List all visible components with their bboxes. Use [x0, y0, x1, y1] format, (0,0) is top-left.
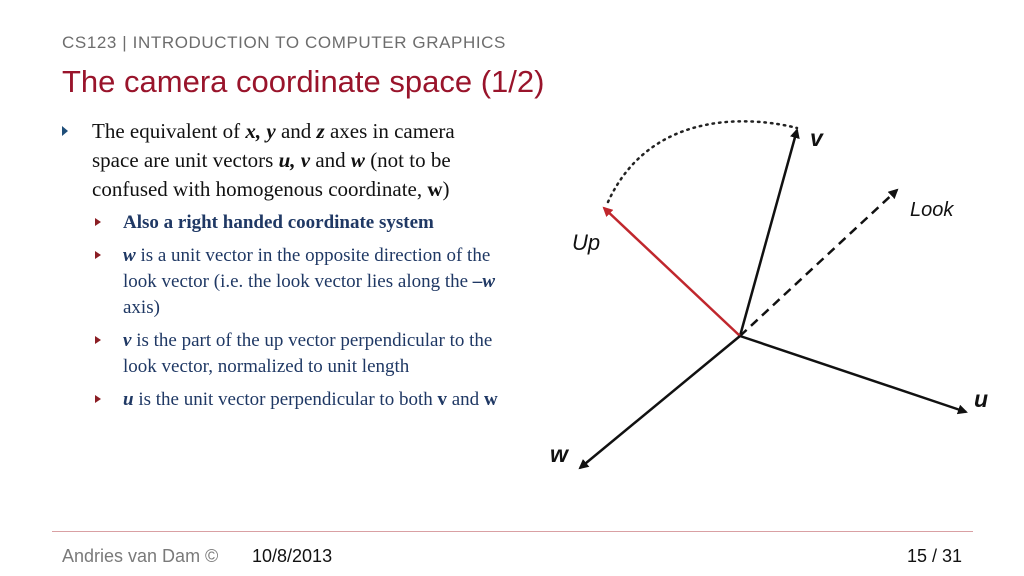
footer-divider [52, 531, 973, 532]
look-vector-arrow [740, 190, 897, 336]
main-bullet-text-3: axes in camera space are unit vectors [92, 119, 455, 172]
sub-bullet-list [62, 210, 502, 413]
bullet-arrow-icon [62, 126, 68, 136]
label-v: v [810, 125, 823, 151]
main-bullet-xy: x, y [245, 119, 276, 143]
main-bullet-text-2: and [275, 119, 317, 143]
sub-bullet-arrow-icon [95, 218, 101, 226]
sub-bullet-4-w: w [483, 389, 498, 410]
label-up: Up [572, 230, 601, 255]
label-w: w [550, 441, 568, 467]
rotation-arc [608, 121, 797, 202]
slide-title: The camera coordinate space (1/2) [62, 64, 545, 99]
sub-bullet-4 [95, 387, 502, 413]
up-vector-arrow [604, 208, 740, 336]
label-look: Look [910, 199, 954, 221]
sub-bullet-3 [95, 328, 502, 380]
footer-date: 10/8/2013 [252, 546, 333, 566]
course-header: CS123 | INTRODUCTION TO COMPUTER GRAPHICS [62, 33, 506, 52]
main-bullet [62, 117, 502, 204]
sub-bullet-2-negw: –w [472, 271, 495, 292]
sub-bullet-3-text: is the part of the up vector perpendicular to the look vector, normalized to unit length [123, 330, 493, 377]
w-axis-arrow [580, 336, 740, 468]
main-bullet-text-6: ) [442, 177, 450, 201]
main-bullet-uv: u, v [278, 148, 311, 172]
footer-author: Andries van Dam © [62, 546, 219, 566]
page-number: 15 / 31 [906, 546, 962, 566]
v-axis-arrow [740, 130, 797, 336]
main-bullet-text-1: The equivalent of [92, 119, 246, 143]
camera-axes-diagram [540, 110, 1000, 490]
sub-bullet-4-v: v [437, 389, 447, 410]
sub-bullet-2 [95, 243, 502, 321]
slide-content [62, 117, 502, 420]
main-bullet-z: z [316, 119, 325, 143]
sub-bullet-1-text: Also a right handed coordinate system [123, 212, 434, 233]
sub-bullet-arrow-icon [95, 251, 101, 259]
sub-bullet-4-u: u [123, 389, 134, 410]
sub-bullet-4-text-2: and [447, 389, 484, 410]
main-bullet-text-5: (not to be confused with homogenous coordinate, [92, 148, 451, 201]
main-bullet-w2: w [427, 177, 443, 201]
sub-bullet-arrow-icon [95, 336, 101, 344]
u-axis-arrow [740, 336, 966, 412]
main-bullet-w: w [350, 148, 365, 172]
sub-bullet-4-text-1: is the unit vector perpendicular to both [133, 389, 438, 410]
sub-bullet-2-text-1: is a unit vector in the opposite direction of the look vector (i.e. the look vector lies along the [123, 245, 491, 292]
sub-bullet-3-v: v [123, 330, 132, 351]
sub-bullet-arrow-icon [95, 395, 101, 403]
sub-bullet-2-text-2: axis) [123, 297, 160, 318]
main-bullet-text-4: and [310, 148, 351, 172]
sub-bullet-1 [95, 210, 502, 236]
label-u: u [974, 386, 989, 412]
sub-bullet-2-w: w [123, 245, 136, 266]
